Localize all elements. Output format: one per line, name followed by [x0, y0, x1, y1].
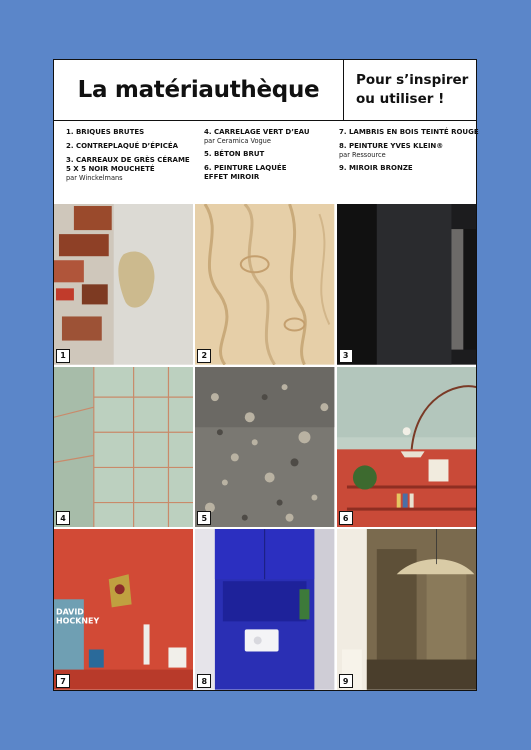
brick-wall-photo [54, 204, 193, 365]
tile-number: 1 [56, 349, 70, 363]
tile-number: 5 [197, 511, 211, 525]
tile-number: 4 [56, 511, 70, 525]
tile-number: 6 [339, 511, 353, 525]
bronze-mirror-photo [337, 529, 476, 690]
tagline-line-2: ou utiliser ! [356, 91, 445, 107]
legend-item [339, 164, 479, 173]
legend-item-title: 7. LAMBRIS EN BOIS TEINTÉ ROUGE [339, 128, 479, 136]
tile-number: 9 [339, 674, 353, 688]
black-tiles-photo [337, 204, 476, 365]
material-tile [195, 529, 334, 690]
book-cover-line-1: DAVID [55, 607, 84, 617]
legend-column-1 [66, 128, 204, 200]
legend-item-title-continued: EFFET MIROIR [204, 173, 260, 181]
tile-number: 2 [197, 349, 211, 363]
material-tile [54, 529, 193, 690]
page-title: La matériauthèque [54, 60, 344, 120]
material-photo-grid [54, 204, 476, 690]
legend-item-title-continued: 5 X 5 NOIR MOUCHETÉ [66, 165, 155, 173]
tile-number: 7 [56, 674, 70, 688]
material-tile [337, 204, 476, 365]
legend-item [204, 150, 339, 159]
legend-item-title: 3. CARREAUX DE GRÈS CÉRAME [66, 156, 190, 164]
lacquered-room-photo [337, 367, 476, 528]
book-cover-line-2: HOCKNEY [55, 616, 100, 626]
legend-item-title: 2. CONTREPLAQUÉ D’ÉPICÉA [66, 142, 179, 150]
material-tile [337, 529, 476, 690]
legend-item [339, 142, 479, 159]
green-tiles-photo [54, 367, 193, 528]
legend-item-supplier: par Ressource [339, 151, 386, 159]
legend-item [204, 128, 339, 145]
legend-item-supplier: par Ceramica Vogue [204, 137, 271, 145]
legend-item-title: 9. MIROIR BRONZE [339, 164, 413, 172]
concrete-photo [195, 367, 334, 528]
materials-legend [66, 128, 479, 200]
legend-item [66, 128, 204, 137]
legend-item-title: 4. CARRELAGE VERT D’EAU [204, 128, 310, 136]
legend-column-2 [204, 128, 339, 200]
material-tile [195, 367, 334, 528]
tagline [344, 60, 476, 120]
legend-item [66, 142, 204, 151]
legend-item [66, 156, 204, 182]
legend-item [204, 164, 339, 182]
legend-item [339, 128, 479, 137]
tile-number: 3 [339, 349, 353, 363]
material-tile [54, 367, 193, 528]
legend-column-3 [339, 128, 479, 200]
poster-header [54, 60, 476, 121]
legend-item-title: 6. PEINTURE LAQUÉE [204, 164, 287, 172]
tile-number: 8 [197, 674, 211, 688]
tagline-line-1: Pour s’inspirer [356, 72, 469, 88]
legend-item-title: 1. BRIQUES BRUTES [66, 128, 145, 136]
klein-blue-photo [195, 529, 334, 690]
plywood-photo [195, 204, 334, 365]
material-tile [54, 204, 193, 365]
material-tile [195, 204, 334, 365]
legend-item-supplier: par Winckelmans [66, 174, 123, 182]
material-tile [337, 367, 476, 528]
poster-sheet [53, 59, 477, 691]
red-wood-photo [54, 529, 193, 690]
legend-item-title: 5. BÉTON BRUT [204, 150, 265, 158]
legend-item-title: 8. PEINTURE YVES KLEIN® [339, 142, 444, 150]
